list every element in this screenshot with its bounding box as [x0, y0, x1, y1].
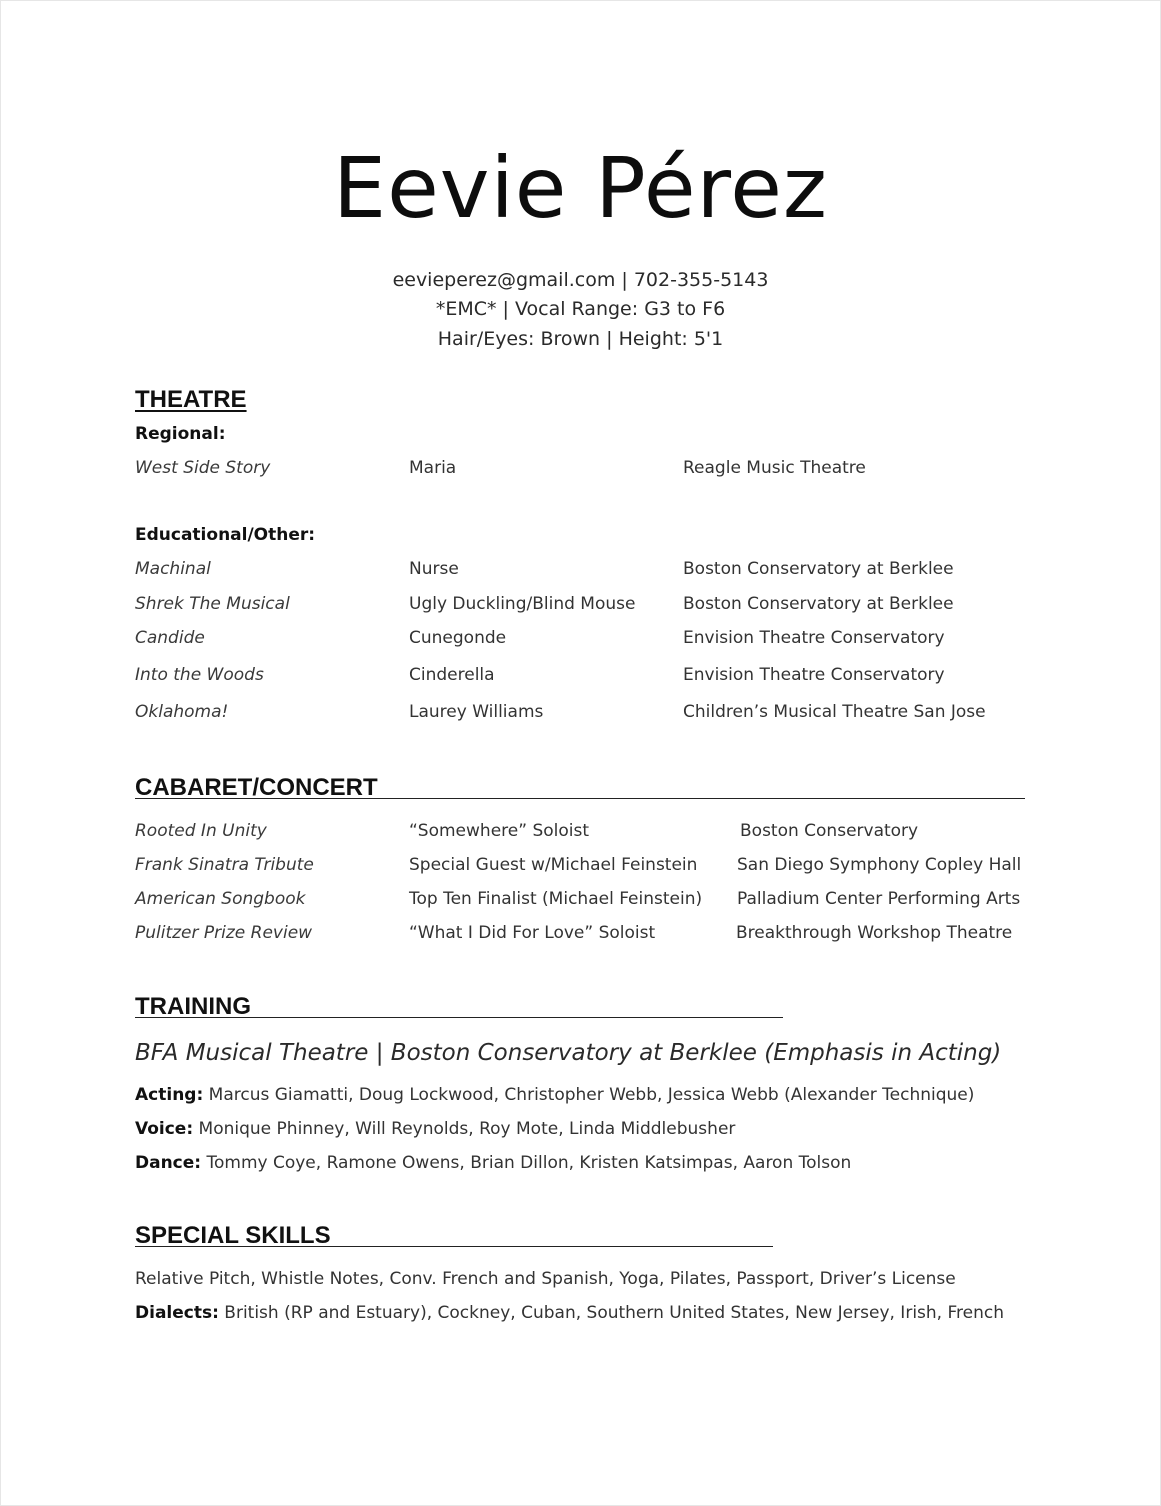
training-heading-rule [135, 1017, 783, 1018]
contact-line-union-range: *EMC* | Vocal Range: G3 to F6 [435, 298, 726, 320]
dialects-list: British (RP and Estuary), Cockney, Cuban, Southern United States, New Jersey, Irish, French [218, 1303, 1004, 1323]
company: Envision Theatre Conservatory [683, 628, 945, 648]
venue: Breakthrough Workshop Theatre [736, 923, 1013, 943]
show-title: Machinal [135, 559, 211, 579]
role: Maria [409, 458, 457, 478]
actor-name: Eevie Pérez [333, 139, 828, 237]
show-title: Shrek The Musical [135, 594, 290, 614]
event-title: American Songbook [135, 889, 306, 909]
role: Cinderella [409, 665, 495, 685]
event-title: Frank Sinatra Tribute [135, 855, 314, 875]
company: Boston Conservatory at Berklee [683, 594, 954, 614]
company: Boston Conservatory at Berklee [683, 559, 954, 579]
acting-teachers: Marcus Giamatti, Doug Lockwood, Christopher Webb, Jessica Webb (Alexander Technique) [203, 1085, 975, 1105]
theatre-heading: THEATRE [135, 386, 247, 413]
company: Envision Theatre Conservatory [683, 665, 945, 685]
venue: Boston Conservatory [740, 821, 919, 841]
venue: San Diego Symphony Copley Hall [737, 855, 1022, 875]
educational-subheading: Educational/Other: [135, 525, 316, 545]
show-title: Candide [135, 628, 205, 648]
contact-line-email-phone: eevieperez@gmail.com | 702-355-5143 [392, 269, 769, 291]
show-title: Into the Woods [135, 665, 264, 685]
acting-label: Acting: [135, 1085, 204, 1105]
regional-subheading: Regional: [135, 424, 226, 444]
event-title: Rooted In Unity [135, 821, 267, 841]
show-title: Oklahoma! [135, 702, 229, 722]
skills-heading-rule [135, 1246, 773, 1247]
event-title: Pulitzer Prize Review [135, 923, 313, 943]
training-acting-line [135, 1084, 974, 1106]
dance-teachers: Tommy Coye, Ramone Owens, Brian Dillon, Kristen Katsimpas, Aaron Tolson [201, 1153, 852, 1173]
skills-line: Relative Pitch, Whistle Notes, Conv. French and Spanish, Yoga, Pilates, Passport, Driver’s License [135, 1269, 956, 1289]
contact-line-hair-height: Hair/Eyes: Brown | Height: 5'1 [437, 328, 724, 350]
voice-label: Voice: [135, 1119, 194, 1139]
skills-heading: SPECIAL SKILLS [135, 1222, 331, 1249]
role: Nurse [409, 559, 459, 579]
company: Children’s Musical Theatre San Jose [683, 702, 986, 722]
role: Laurey Williams [409, 702, 544, 722]
venue: Palladium Center Performing Arts [737, 889, 1021, 909]
dialects-label: Dialects: [135, 1303, 219, 1323]
role: Special Guest w/Michael Feinstein [409, 855, 698, 875]
show-title: West Side Story [135, 458, 271, 478]
training-heading: TRAINING [135, 993, 251, 1020]
training-voice-line [135, 1118, 735, 1140]
training-dance-line [135, 1152, 851, 1174]
degree-line: BFA Musical Theatre | Boston Conservatory at Berklee (Emphasis in Acting) [135, 1040, 1002, 1066]
dialects-line [135, 1302, 1004, 1324]
role: Cunegonde [409, 628, 507, 648]
company: Reagle Music Theatre [683, 458, 866, 478]
role: Top Ten Finalist (Michael Feinstein) [409, 889, 703, 909]
voice-teachers: Monique Phinney, Will Reynolds, Roy Mote, Linda Middlebusher [193, 1119, 736, 1139]
cabaret-heading-rule [135, 798, 1025, 799]
role: Ugly Duckling/Blind Mouse [409, 594, 636, 614]
cabaret-heading: CABARET/CONCERT [135, 774, 378, 801]
role: “Somewhere” Soloist [409, 821, 590, 841]
dance-label: Dance: [135, 1153, 202, 1173]
role: “What I Did For Love” Soloist [409, 923, 656, 943]
